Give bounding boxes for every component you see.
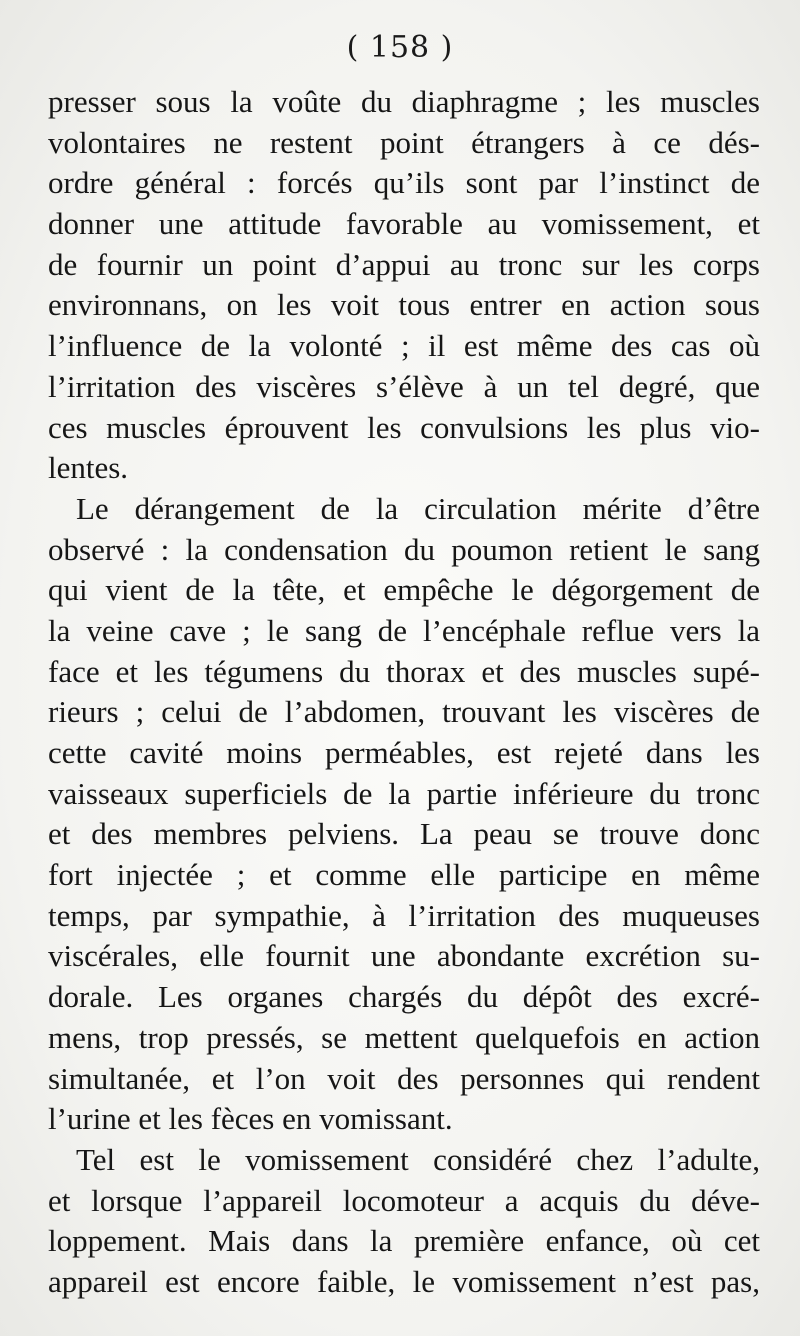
text-line: l’influence de la volonté ; il est même des cas où: [48, 328, 760, 364]
paragraph-start-line: Tel est le vomissement considéré chez l’adulte,: [76, 1141, 760, 1177]
text-line: donner une attitude favorable au vomissement, et: [48, 206, 760, 242]
text-line: viscérales, elle fournit une abondante excrétion su-: [48, 938, 760, 974]
text-line: observé : la condensation du poumon retient le sang: [48, 531, 760, 567]
text-line: rieurs ; celui de l’abdomen, trouvant les viscères de: [48, 694, 760, 730]
text-line: appareil est encore faible, le vomissement n’est pas,: [48, 1263, 760, 1299]
text-line: la veine cave ; le sang de l’encéphale reflue vers la: [48, 612, 760, 648]
text-line: volontaires ne restent point étrangers à ce dés-: [48, 124, 760, 160]
text-line: ces muscles éprouvent les convulsions les plus vio-: [48, 409, 760, 445]
text-line: ordre général : forcés qu’ils sont par l’instinct de: [48, 165, 760, 201]
text-line: environnans, on les voit tous entrer en action sous: [48, 287, 760, 323]
text-line: fort injectée ; et comme elle participe en même: [48, 857, 760, 893]
text-line: simultanée, et l’on voit des personnes qui rendent: [48, 1060, 760, 1096]
text-line: vaisseaux superficiels de la partie inférieure du tronc: [48, 775, 760, 811]
body-text: [48, 82, 760, 1303]
page-number-header: ( 158 ): [346, 30, 454, 65]
text-line: dorale. Les organes chargés du dépôt des excré-: [48, 979, 760, 1015]
text-line: temps, par sympathie, à l’irritation des muqueuses: [48, 897, 760, 933]
text-line: mens, trop pressés, se mettent quelquefois en action: [48, 1019, 760, 1055]
text-line: face et les tégumens du thorax et des muscles supé-: [48, 653, 760, 689]
text-line: et lorsque l’appareil locomoteur a acquis du déve-: [48, 1182, 760, 1218]
text-line: presser sous la voûte du diaphragme ; les muscles: [48, 84, 760, 119]
text-line: l’irritation des viscères s’élève à un tel degré, que: [48, 368, 760, 404]
text-line: et des membres pelviens. La peau se trouve donc: [48, 816, 760, 852]
text-line: l’urine et les fèces en vomissant.: [48, 1101, 453, 1137]
text-line: qui vient de la tête, et empêche le dégorgement de: [48, 572, 760, 608]
text-line: loppement. Mais dans la première enfance, où cet: [48, 1223, 760, 1259]
text-line: cette cavité moins perméables, est rejeté dans les: [48, 735, 760, 770]
text-line: de fournir un point d’appui au tronc sur les corps: [48, 246, 760, 282]
paragraph-start-line: Le dérangement de la circulation mérite d’être: [76, 490, 760, 526]
text-line: lentes.: [48, 450, 129, 486]
